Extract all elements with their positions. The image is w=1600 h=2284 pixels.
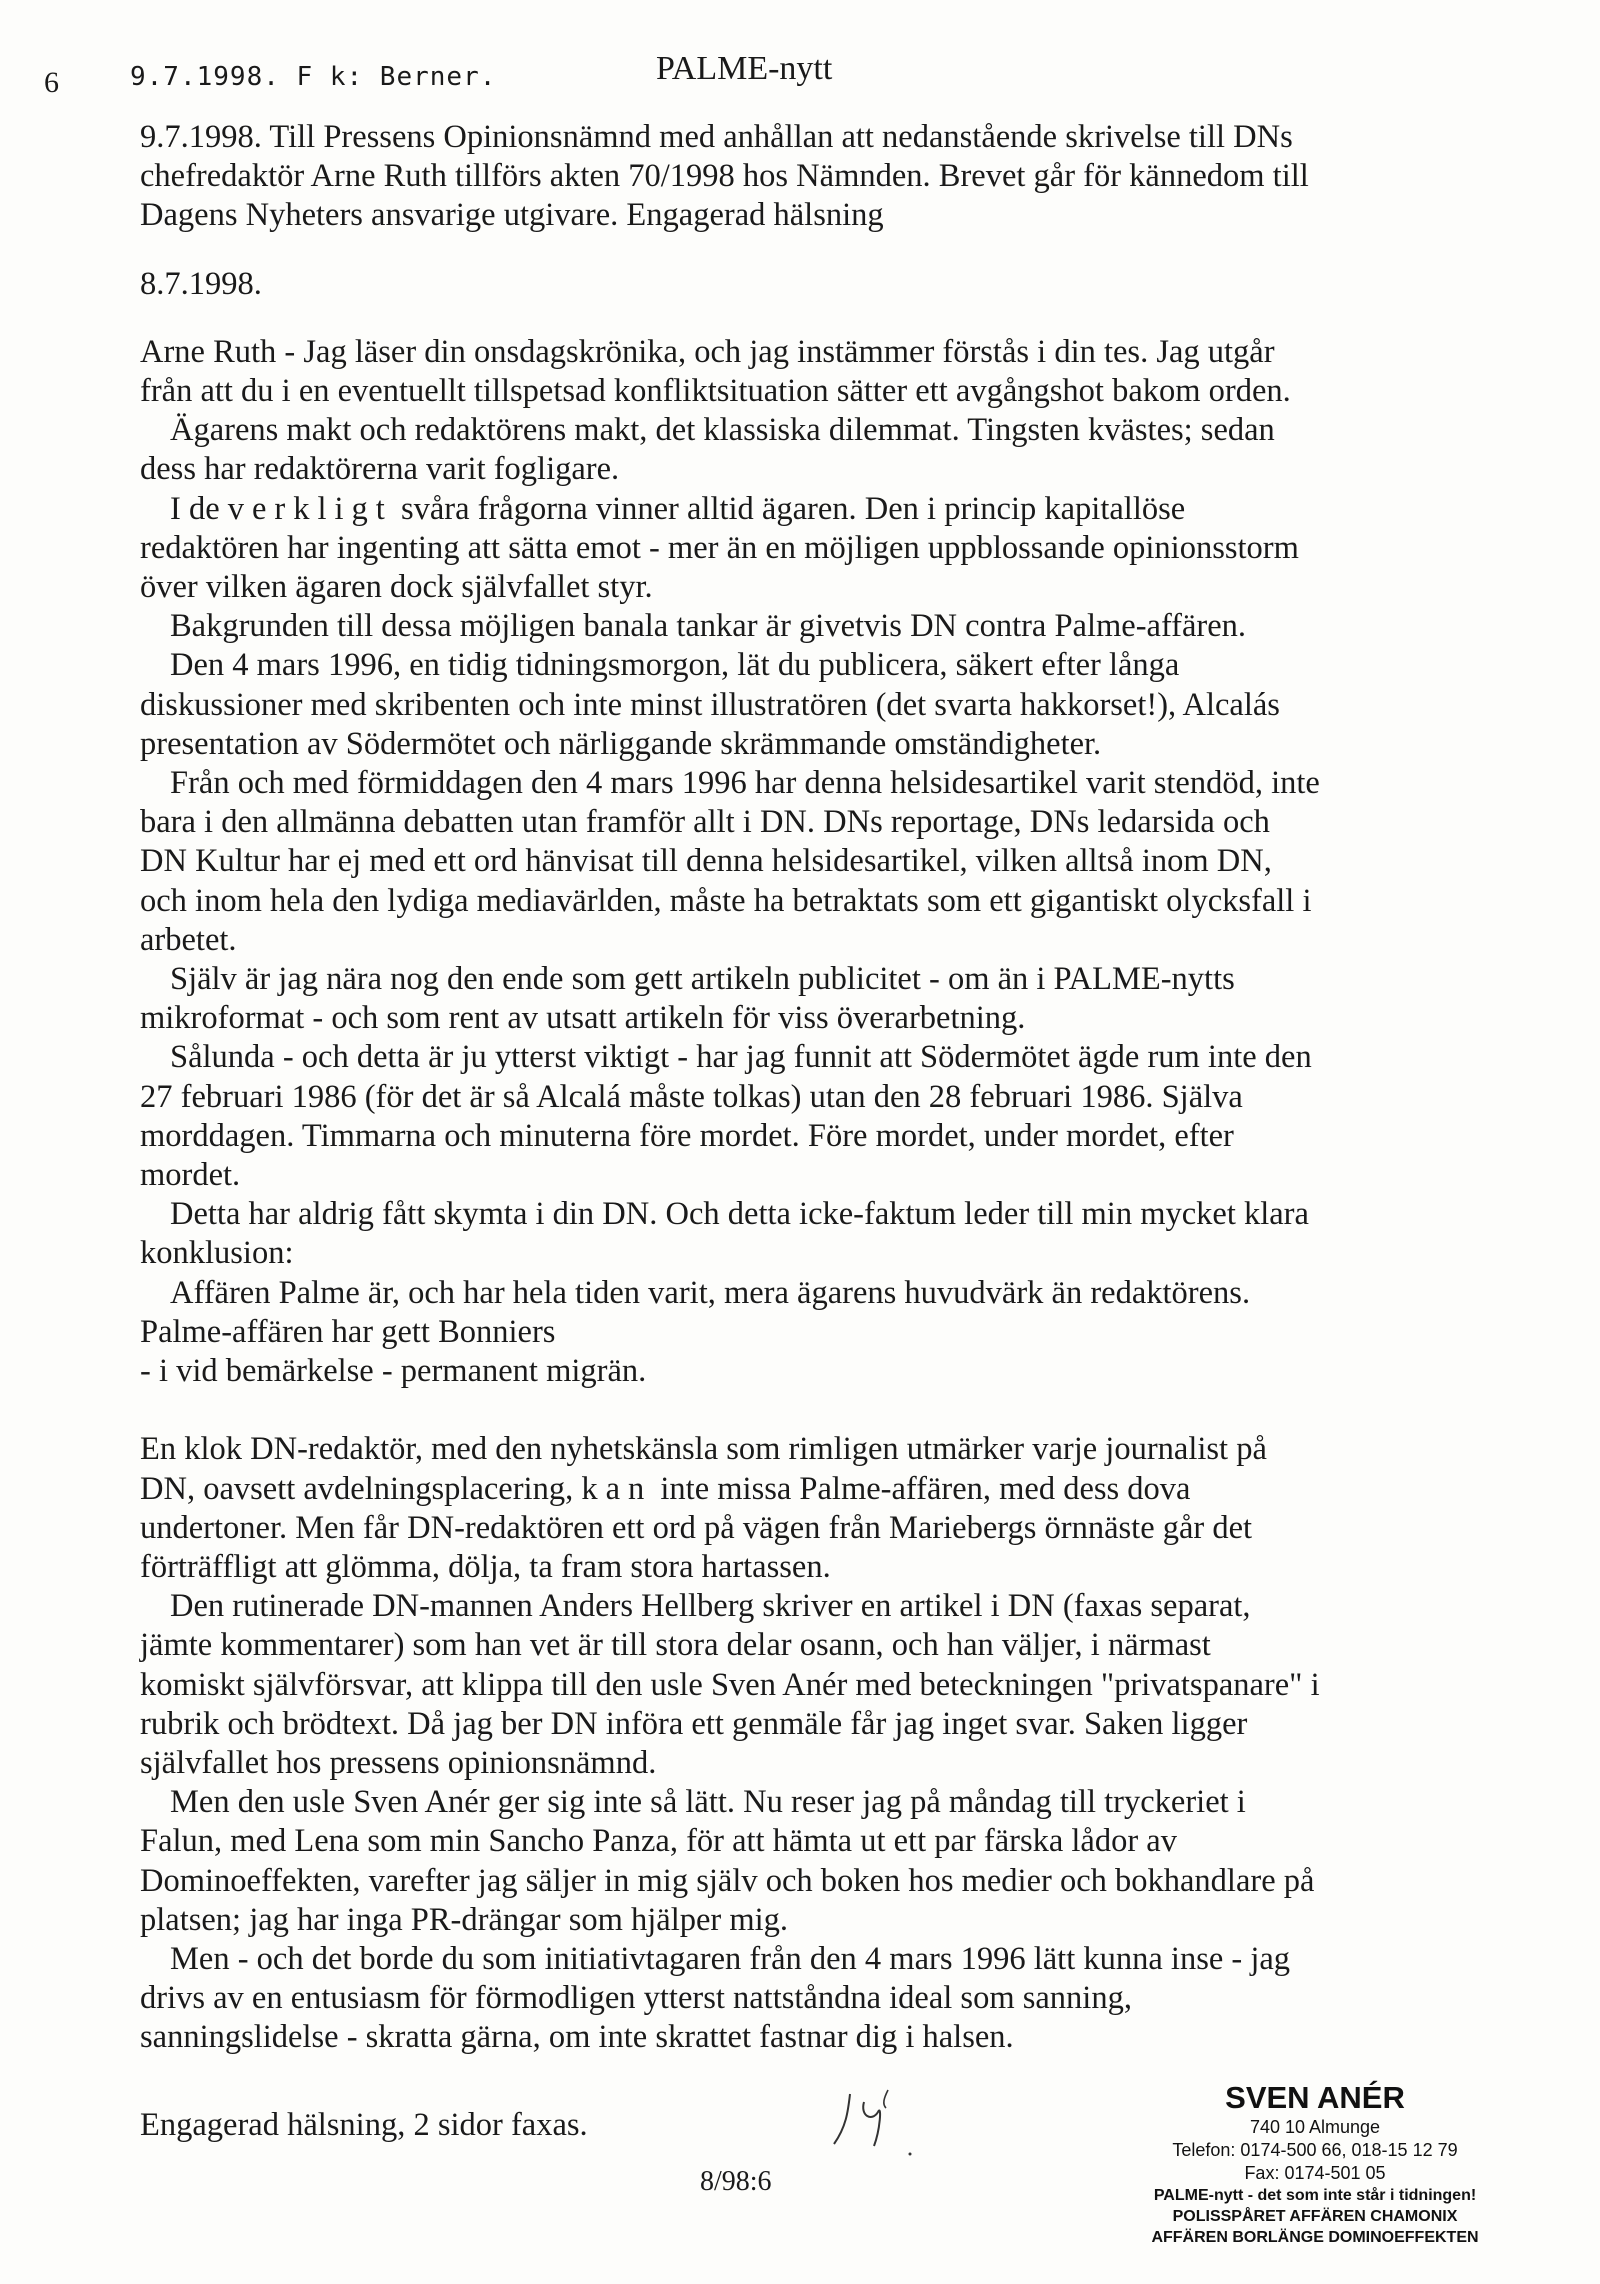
text-line: Detta har aldrig fått skymta i din DN. Och detta icke-faktum leder till min mycket klara	[170, 1196, 1309, 1233]
text-line: - i vid bemärkelse - permanent migrän.	[140, 1353, 647, 1390]
text-line: Ägarens makt och redaktörens makt, det klassiska dilemmat. Tingsten kvästes; sedan	[170, 412, 1275, 449]
sender-address: 740 10 Almunge	[1249, 2117, 1381, 2137]
text-line: morddagen. Timmarna och minuterna före mordet. Före mordet, under mordet, efter	[140, 1117, 1234, 1154]
spaced-emphasis: verkligt	[227, 490, 393, 527]
text-line: DN Kultur har ej med ett ord hänvisat till denna helsidesartikel, vilken alltså inom DN,	[140, 843, 1272, 880]
text-line: Dagens Nyheters ansvarige utgivare. Engagerad hälsning	[140, 197, 884, 234]
text-line: 27 februari 1986 (för det är så Alcalá måste tolkas) utan den 28 februari 1986. Själva	[140, 1078, 1243, 1115]
text-line: Men den usle Sven Anér ger sig inte så lätt. Nu reser jag på måndag till tryckeriet i	[170, 1784, 1246, 1821]
sender-books-line: POLISSPÅRET AFFÄREN CHAMONIX	[1172, 2208, 1458, 2225]
masthead-title: PALME-nytt	[656, 50, 833, 87]
text-line: redaktören har ingenting att sätta emot - mer än en möjligen uppblossande opinionsstorm	[140, 529, 1299, 566]
text-line: Själv är jag nära nog den ende som gett artikeln publicitet - om än i PALME-nytts	[170, 961, 1235, 998]
text-line: konklusion:	[140, 1235, 294, 1272]
text-line: bara i den allmänna debatten utan framför allt i DN. DNs reportage, DNs ledarsida och	[140, 804, 1270, 841]
text-line: och inom hela den lydiga mediavärlden, måste ha betraktats som ett gigantiskt olycksfall i	[140, 882, 1312, 919]
text-line: mordet.	[140, 1157, 241, 1194]
text-line: platsen; jag har inga PR-drängar som hjälper mig.	[140, 1901, 789, 1938]
text-line: Sålunda - och detta är ju ytterst viktigt - har jag funnit att Södermötet ägde rum inte den	[170, 1039, 1312, 1076]
text-line: mikroformat - och som rent av utsatt artikeln för viss överarbetning.	[140, 1000, 1026, 1037]
text-line: från att du i en eventuellt tillspetsad konfliktsituation sätter ett avgångshot bakom orden.	[140, 373, 1291, 410]
spaced-emphasis: kan	[581, 1470, 653, 1507]
text-line: undertoner. Men får DN-redaktören ett ord på vägen från Mariebergs örnnäste går det	[140, 1509, 1253, 1546]
fax-header-line: 9.7.1998. F k: Berner.	[130, 62, 497, 92]
text-line: Falun, med Lena som min Sancho Panza, för att hämta ut ett par färska lådor av	[140, 1823, 1177, 1860]
text-line: jämte kommentarer) som han vet är till stora delar osann, och han väljer, i närmast	[140, 1627, 1211, 1664]
text-line: Arne Ruth - Jag läser din onsdagskrönika, och jag instämmer förstås i din tes. Jag utgår	[140, 333, 1275, 370]
text-line: sanningslidelse - skratta gärna, om inte skrattet fastnar dig i halsen.	[140, 2019, 1014, 2056]
handwritten-signature	[820, 2082, 930, 2162]
text-line: DN, oavsett avdelningsplacering, kan inte missa Palme-affären, med dess dova	[140, 1470, 1191, 1507]
text-line: rubrik och brödtext. Då jag ber DN införa ett genmäle får jag inget svar. Saken ligger	[140, 1705, 1248, 1742]
text-line: förträffligt att glömma, dölja, ta fram stora hartassen.	[140, 1548, 831, 1585]
text-line: självfallet hos pressens opinionsnämnd.	[140, 1744, 657, 1781]
text-line: Affären Palme är, och har hela tiden varit, mera ägarens huvudvärk än redaktörens.	[170, 1274, 1251, 1311]
text-line: drivs av en entusiasm för förmodligen ytterst nattståndna ideal som sanning,	[140, 1980, 1132, 2017]
text-line: arbetet.	[140, 921, 237, 958]
sender-fax: Fax: 0174-501 05	[1244, 2163, 1386, 2183]
text-line: över vilken ägaren dock självfallet styr.	[140, 569, 653, 606]
closing-line: Engagerad hälsning, 2 sidor faxas.	[140, 2107, 588, 2143]
sender-letterhead	[1110, 2080, 1520, 2248]
sender-name: SVEN ANÉR	[1225, 2080, 1405, 2115]
text-line: diskussioner med skribenten och inte minst illustratören (det svarta hakkorset!), Alcalás	[140, 686, 1280, 723]
letter-date: 8.7.1998.	[140, 265, 262, 302]
issue-number: 8/98:6	[700, 2166, 772, 2197]
text-line: En klok DN-redaktör, med den nyhetskänsla som rimligen utmärker varje journalist på	[140, 1431, 1267, 1468]
text-line: komiskt självförsvar, att klippa till den usle Sven Anér med beteckningen "privatspanare" i	[140, 1666, 1320, 1703]
text-line: Bakgrunden till dessa möjligen banala tankar är givetvis DN contra Palme-affären.	[170, 608, 1247, 645]
sender-books-line: AFFÄREN BORLÄNGE DOMINOEFFEKTEN	[1151, 2229, 1479, 2246]
text-line: Den rutinerade DN-mannen Anders Hellberg skriver en artikel i DN (faxas separat,	[170, 1588, 1251, 1625]
letter-body	[140, 118, 1500, 2058]
text-line: presentation av Södermötet och närliggande skrämmande omständigheter.	[140, 725, 1102, 762]
sender-tagline: PALME-nytt - det som inte står i tidningen!	[1153, 2187, 1477, 2204]
text-line: 9.7.1998. Till Pressens Opinionsnämnd med anhållan att nedanstående skrivelse till DNs	[140, 119, 1293, 155]
page-header	[0, 48, 1600, 98]
text-line: I de verkligt svåra frågorna vinner alltid ägaren. Den i princip kapitallöse	[170, 490, 1186, 527]
page-number: 6	[44, 66, 59, 99]
text-line: Palme-affären har gett Bonniers	[140, 1313, 556, 1350]
text-line: dess har redaktörerna varit fogligare.	[140, 451, 620, 488]
text-line: Från och med förmiddagen den 4 mars 1996 har denna helsidesartikel varit stendöd, inte	[170, 765, 1320, 802]
sender-phone: Telefon: 0174-500 66, 018-15 12 79	[1172, 2140, 1458, 2160]
text-line: chefredaktör Arne Ruth tillförs akten 70/1998 hos Nämnden. Brevet går för kännedom till	[140, 158, 1309, 195]
text-line: Men - och det borde du som initiativtagaren från den 4 mars 1996 lätt kunna inse - jag	[170, 1940, 1291, 1977]
text-line: Dominoeffekten, varefter jag säljer in mig själv och boken hos medier och bokhandlare på	[140, 1862, 1315, 1899]
text-line: Den 4 mars 1996, en tidig tidningsmorgon, lät du publicera, säkert efter långa	[170, 647, 1180, 684]
